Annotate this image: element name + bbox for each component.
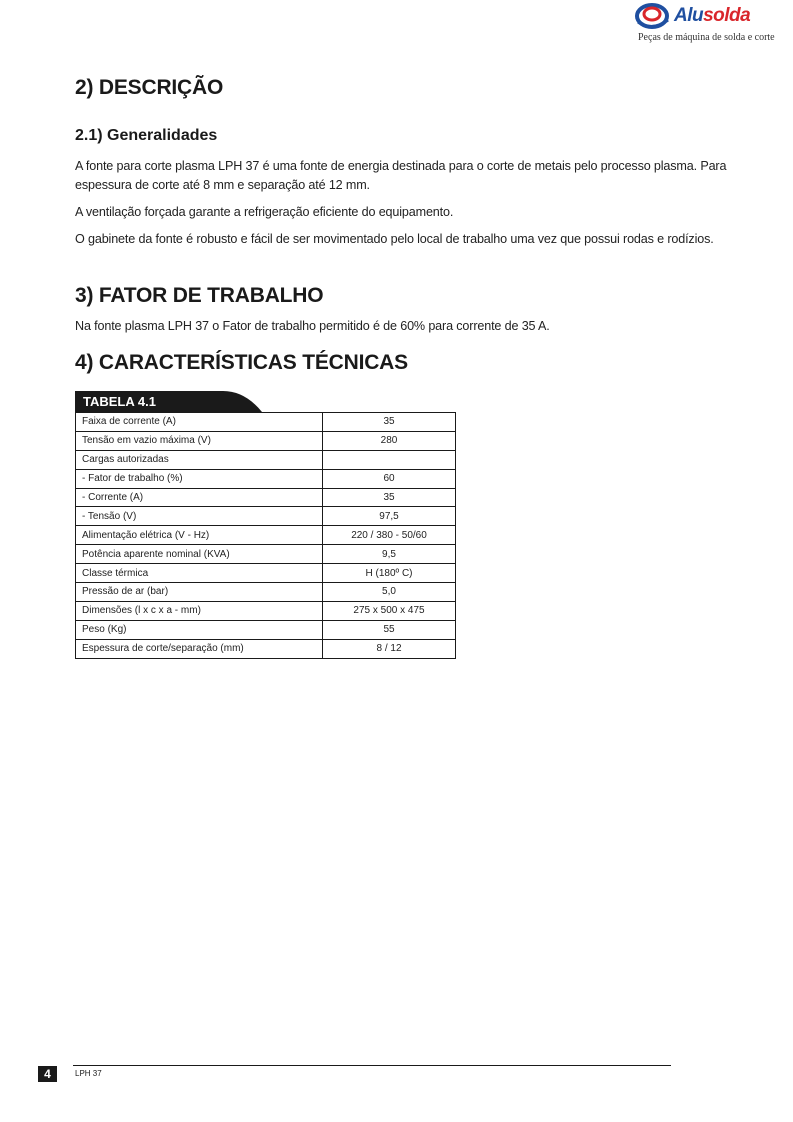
spec-value: 35 [323, 488, 456, 507]
spec-value: 5,0 [323, 583, 456, 602]
spec-value: H (180º C) [323, 564, 456, 583]
paragraph-fator: Na fonte plasma LPH 37 o Fator de trabalho permitido é de 60% para corrente de 35 A. [75, 319, 550, 333]
spec-value: 280 [323, 431, 456, 450]
spec-label: Pressão de ar (bar) [76, 583, 323, 602]
table-row [76, 507, 456, 526]
logo-brand-text [674, 5, 750, 27]
spec-label: Faixa de corrente (A) [76, 413, 323, 432]
spec-value: 97,5 [323, 507, 456, 526]
specs-table [75, 412, 456, 659]
spec-label: Cargas autorizadas [76, 450, 323, 469]
spec-label: - Fator de trabalho (%) [76, 469, 323, 488]
subsection-title-generalidades: 2.1) Generalidades [75, 127, 218, 144]
logo-brand-part1: Alu [674, 5, 704, 26]
table-row [76, 469, 456, 488]
paragraph-generalidades-3: O gabinete da fonte é robusto e fácil de ser movimentado pelo local de trabalho uma vez que possui rodas e rodízios. [75, 232, 714, 246]
spec-value: 9,5 [323, 545, 456, 564]
table-label-tab [75, 391, 262, 412]
paragraph-generalidades-2: A ventilação forçada garante a refrigeração eficiente do equipamento. [75, 205, 454, 219]
spec-value: 220 / 380 - 50/60 [323, 526, 456, 545]
spec-label: - Tensão (V) [76, 507, 323, 526]
table-row [76, 413, 456, 432]
brand-logo [634, 2, 775, 48]
spec-label: - Corrente (A) [76, 488, 323, 507]
section-title-fator: 3) FATOR DE TRABALHO [75, 284, 324, 307]
logo-brand-part2: solda [703, 5, 751, 26]
table-row [76, 526, 456, 545]
spec-label: Espessura de corte/separação (mm) [76, 639, 323, 658]
page-number: 4 [38, 1066, 57, 1082]
spec-label: Alimentação elétrica (V - Hz) [76, 526, 323, 545]
table-row [76, 583, 456, 602]
spec-value: 55 [323, 620, 456, 639]
table-row [76, 450, 456, 469]
table-row [76, 431, 456, 450]
spec-value: 60 [323, 469, 456, 488]
paragraph-generalidades-1: A fonte para corte plasma LPH 37 é uma fonte de energia destinada para o corte de metais pelo processo plasma. Para espessura de corte até 8 mm e separação até 12 mm. [75, 159, 727, 192]
spec-label: Peso (Kg) [76, 620, 323, 639]
spec-value [323, 450, 456, 469]
footer-divider [73, 1065, 671, 1066]
table-label: TABELA 4.1 [83, 394, 156, 409]
spec-label: Classe térmica [76, 564, 323, 583]
logo-swirl-icon [634, 2, 674, 32]
table-row [76, 601, 456, 620]
spec-value: 35 [323, 413, 456, 432]
table-row [76, 639, 456, 658]
table-row [76, 488, 456, 507]
section-title-descricao: 2) DESCRIÇÃO [75, 76, 224, 99]
table-row [76, 564, 456, 583]
spec-label: Tensão em vazio máxima (V) [76, 431, 323, 450]
spec-label: Dimensões (l x c x a - mm) [76, 601, 323, 620]
logo-tagline: Peças de máquina de solda e corte [638, 32, 775, 43]
spec-label: Potência aparente nominal (KVA) [76, 545, 323, 564]
table-row [76, 620, 456, 639]
spec-value: 8 / 12 [323, 639, 456, 658]
section-title-caracteristicas: 4) CARACTERÍSTICAS TÉCNICAS [75, 351, 408, 374]
footer-model: LPH 37 [75, 1069, 102, 1078]
table-row [76, 545, 456, 564]
spec-value: 275 x 500 x 475 [323, 601, 456, 620]
